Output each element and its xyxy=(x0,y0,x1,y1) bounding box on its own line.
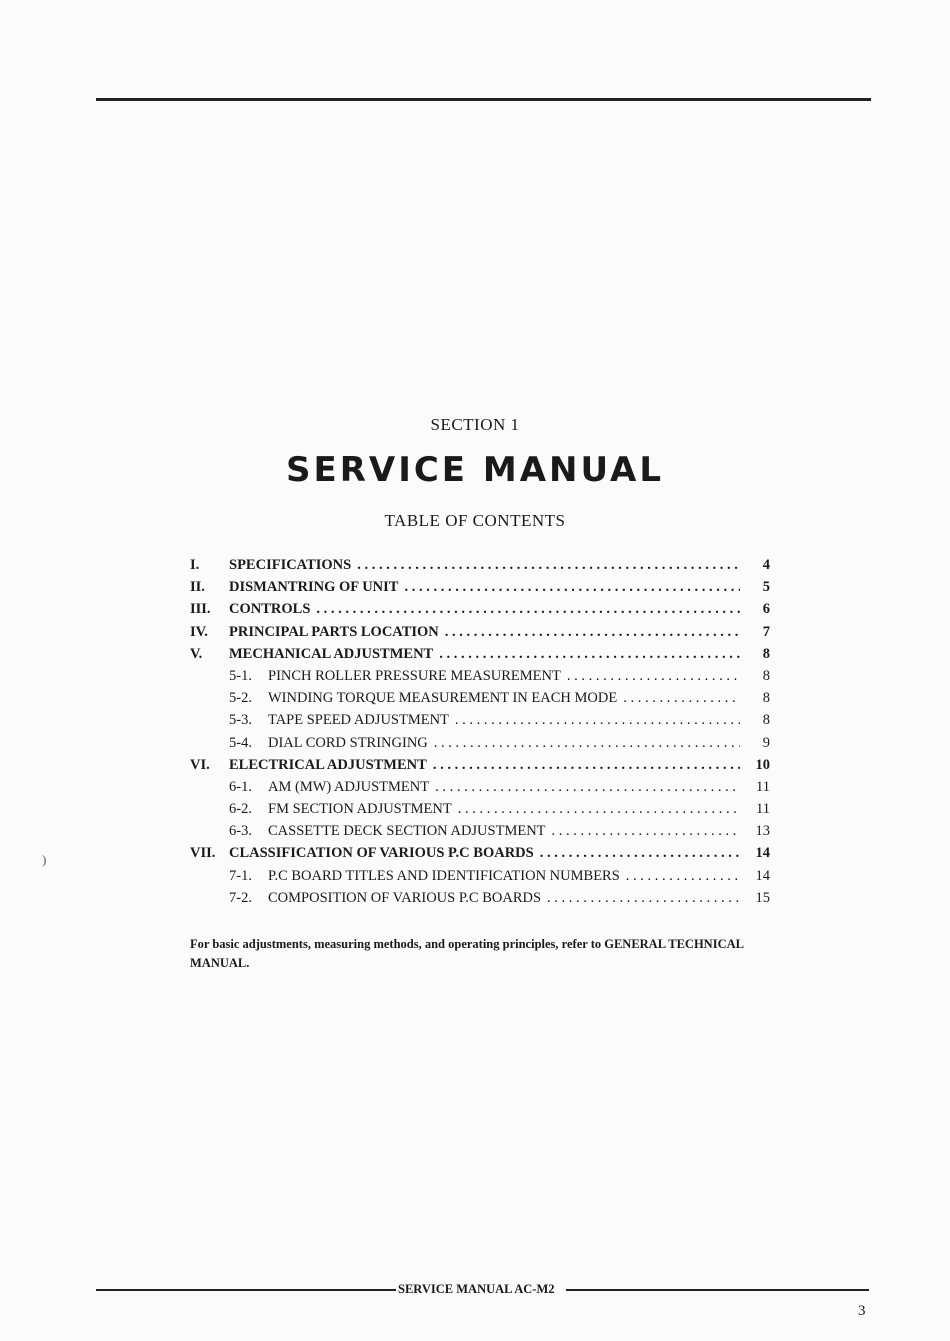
toc-entry xyxy=(190,823,770,845)
toc-entry-title: TAPE SPEED ADJUSTMENT xyxy=(268,712,449,729)
toc-entry-page: 8 xyxy=(762,667,770,684)
page-number: 3 xyxy=(858,1303,866,1319)
toc-entry-number: VII. xyxy=(190,845,216,862)
toc-entry-page: 15 xyxy=(755,889,770,906)
page-title: SERVICE MANUAL xyxy=(285,450,664,490)
toc-entry xyxy=(190,845,770,867)
toc-entry-title: P.C BOARD TITLES AND IDENTIFICATION NUMBERS xyxy=(268,867,620,884)
toc-entry-page: 8 xyxy=(762,712,770,729)
toc-entry xyxy=(190,557,770,579)
toc-entry-number: 7-1. xyxy=(229,867,252,884)
toc-entry-title: DIAL CORD STRINGING xyxy=(268,734,428,751)
toc-dot-leader xyxy=(552,823,740,840)
toc-entry-page: 14 xyxy=(755,845,770,862)
toc-entry-title: FM SECTION ADJUSTMENT xyxy=(268,801,452,818)
toc-entry-page: 13 xyxy=(755,823,770,840)
toc-entry-title: AM (MW) ADJUSTMENT xyxy=(268,778,430,795)
toc-entry-title: DISMANTRING OF UNIT xyxy=(229,579,399,596)
toc-entry-title: CLASSIFICATION OF VARIOUS P.C BOARDS xyxy=(229,845,534,862)
toc-entry-number: I. xyxy=(190,557,200,573)
toc-entry-page: 7 xyxy=(762,623,770,640)
toc-dot-leader xyxy=(316,601,740,618)
toc-entry-number: 5-2. xyxy=(229,690,252,707)
toc-dot-leader xyxy=(540,845,740,862)
toc-entry xyxy=(190,601,770,623)
toc-dot-leader xyxy=(626,868,740,885)
toc-entry-number: VI. xyxy=(190,756,210,773)
toc-entry-page: 4 xyxy=(762,557,770,573)
footer-title: SERVICE MANUAL AC-M2 xyxy=(398,1282,555,1296)
toc-entry-page: 5 xyxy=(762,579,770,596)
toc-entry xyxy=(190,624,770,646)
toc-dot-leader xyxy=(357,557,740,574)
footer-rule-right xyxy=(566,1289,869,1291)
toc-dot-leader xyxy=(458,801,740,818)
toc-entry-page: 8 xyxy=(762,645,770,662)
toc-heading: TABLE OF CONTENTS xyxy=(384,511,566,530)
toc-entry-number: 6-1. xyxy=(229,778,252,795)
toc-entry xyxy=(190,801,770,823)
toc-entry-title: COMPOSITION OF VARIOUS P.C BOARDS xyxy=(268,889,542,906)
footer-rule-left xyxy=(96,1289,396,1291)
toc-entry-page: 8 xyxy=(762,690,770,707)
top-rule xyxy=(96,98,871,101)
toc-entry xyxy=(190,712,770,734)
toc-dot-leader xyxy=(567,668,740,685)
toc-entry xyxy=(190,779,770,801)
toc-entry-page: 14 xyxy=(755,867,770,884)
toc-entry-number: 6-3. xyxy=(229,823,252,840)
toc-entry-number: V. xyxy=(190,645,203,662)
toc-entry-page: 11 xyxy=(756,801,770,818)
margin-mark: ) xyxy=(42,852,47,867)
toc-entry-number: III. xyxy=(190,601,211,618)
toc-entry xyxy=(190,868,770,890)
toc-entry-title: PRINCIPAL PARTS LOCATION xyxy=(229,623,439,640)
toc-entry-title: WINDING TORQUE MEASUREMENT IN EACH MODE xyxy=(268,690,618,707)
toc-entry-number: 6-2. xyxy=(229,801,252,818)
section-label: SECTION 1 xyxy=(430,415,520,434)
reference-note: For basic adjustments, measuring methods, and operating principles, refer to GENERAL TECHNICAL MANUAL. xyxy=(190,937,744,970)
toc-dot-leader xyxy=(404,579,740,596)
toc-entry-title: ELECTRICAL ADJUSTMENT xyxy=(229,756,427,773)
toc-entry-title: MECHANICAL ADJUSTMENT xyxy=(229,645,434,662)
toc-entry xyxy=(190,579,770,601)
toc-entry xyxy=(190,890,770,912)
toc-entry xyxy=(190,646,770,668)
toc-dot-leader xyxy=(433,757,740,774)
toc-entry-page: 11 xyxy=(756,778,770,795)
toc-entry xyxy=(190,690,770,712)
toc-entry-number: II. xyxy=(190,579,205,596)
toc-entry-number: 5-4. xyxy=(229,734,252,751)
toc-dot-leader xyxy=(445,624,740,641)
toc-dot-leader xyxy=(455,712,740,729)
table-of-contents xyxy=(190,557,770,912)
toc-entry-page: 6 xyxy=(762,601,770,618)
toc-entry xyxy=(190,668,770,690)
toc-entry-title: CASSETTE DECK SECTION ADJUSTMENT xyxy=(268,823,546,840)
toc-dot-leader xyxy=(623,690,740,707)
toc-entry-page: 9 xyxy=(762,734,770,751)
toc-entry-number: IV. xyxy=(190,623,208,640)
toc-dot-leader xyxy=(439,646,740,663)
toc-entry-number: 5-3. xyxy=(229,712,252,729)
toc-dot-leader xyxy=(547,890,740,907)
toc-entry xyxy=(190,757,770,779)
toc-entry-page: 10 xyxy=(755,756,770,773)
toc-entry xyxy=(190,735,770,757)
toc-entry-title: PINCH ROLLER PRESSURE MEASUREMENT xyxy=(268,667,561,684)
toc-entry-number: 5-1. xyxy=(229,667,252,684)
toc-entry-title: CONTROLS xyxy=(229,601,311,618)
toc-entry-title: SPECIFICATIONS xyxy=(229,557,352,573)
toc-entry-number: 7-2. xyxy=(229,889,252,906)
toc-dot-leader xyxy=(434,735,740,752)
toc-dot-leader xyxy=(435,779,740,796)
